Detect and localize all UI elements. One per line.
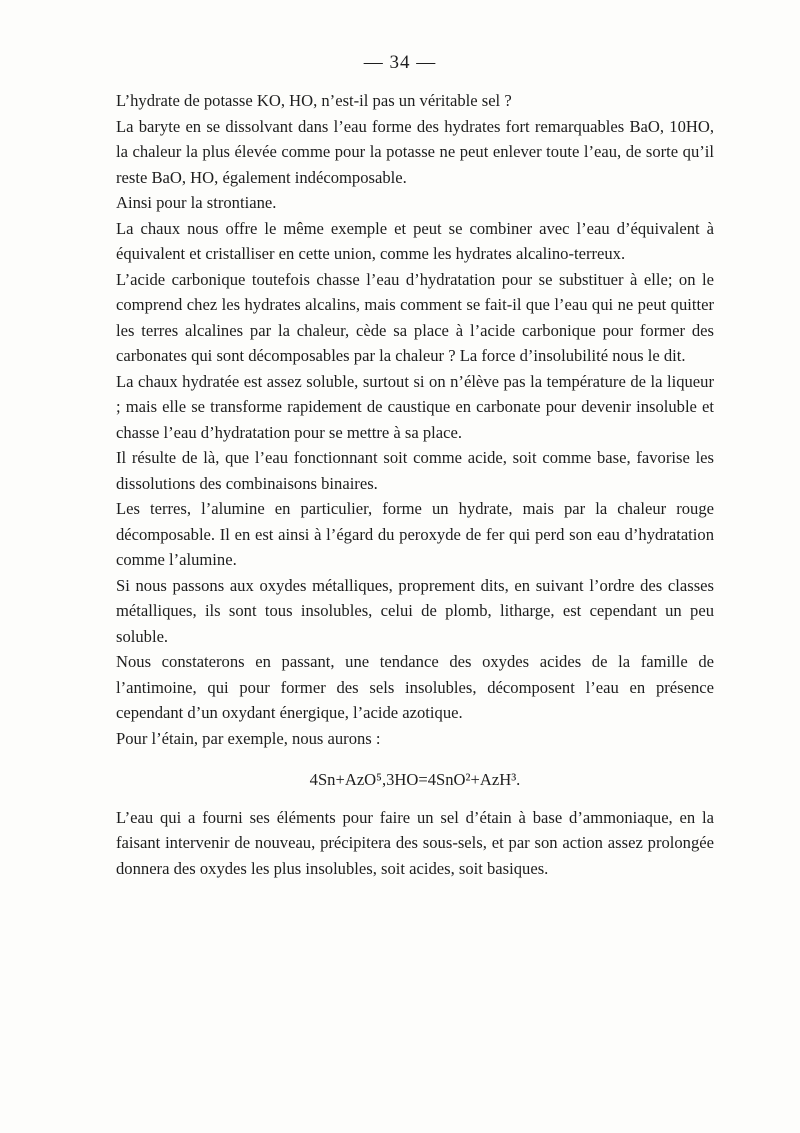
paragraph-7: Il résulte de là, que l’eau fonctionnant soit comme acide, soit comme base, favorise les dissolutions des combinaisons binaires.	[116, 448, 714, 493]
body-text	[116, 88, 714, 881]
paragraph-12: L’eau qui a fourni ses éléments pour faire un sel d’étain à base d’ammoniaque, en la faisant intervenir de nouveau, précipitera des sous-sels, et par son action assez prolongée donnera des oxydes les plus insolubles, soit acides, soit basiques.	[116, 807, 714, 878]
paragraph-6: La chaux hydratée est assez soluble, surtout si on n’élève pas la température de la liqueur ; mais elle se transforme rapidement de caustique en carbonate pour devenir insoluble et chasse l’eau d’hydratation pour se mettre à sa place.	[116, 371, 714, 442]
chemical-formula: 4Sn+AzO⁵,3HO=4SnO²+AzH³.	[309, 770, 521, 789]
paragraph-5: L’acide carbonique toutefois chasse l’eau d’hydratation pour se substituer à elle; on le comprend chez les hydrates alcalins, mais comment se fait-il que l’eau qui ne peut quitter les terres alcalines par la chaleur, cède sa place à l’acide carbonique pour former des carbonates qui sont décomposables par la chaleur ? La force d’insolubilité nous le dit.	[116, 269, 714, 365]
paragraph-1: L’hydrate de potasse KO, HO, n’est-il pas un véritable sel ?	[116, 91, 512, 110]
paragraph-10: Nous constaterons en passant, une tendance des oxydes acides de la famille de l’antimoine, qui pour former des sels insolubles, décomposent l’eau en présence cependant d’un oxydant énergique, l’acide azotique.	[116, 652, 714, 722]
paragraph-2: La baryte en se dissolvant dans l’eau forme des hydrates fort remarquables BaO, 10HO, la chaleur la plus élevée comme pour la potasse ne peut enlever toute l’eau, de sorte qu’il reste BaO, HO, également indécomposable.	[116, 116, 714, 187]
paragraph-11: Pour l’étain, par exemple, nous aurons :	[116, 728, 381, 748]
paragraph-9: Si nous passons aux oxydes métalliques, proprement dits, en suivant l’ordre des classes métalliques, ils sont tous insolubles, celui de plomb, litharge, est cependant un peu soluble.	[116, 575, 714, 646]
paragraph-8: Les terres, l’alumine en particulier, forme un hydrate, mais par la chaleur rouge décomposable. Il en est ainsi à l’égard du peroxyde de fer qui perd son eau d’hydratation comme l’alumine.	[116, 499, 714, 569]
paragraph-3: Ainsi pour la strontiane.	[116, 193, 277, 212]
paragraph-4: La chaux nous offre le même exemple et peut se combiner avec l’eau d’équivalent à équivalent et cristalliser en cette union, comme les hydrates alcalino-terreux.	[116, 218, 714, 263]
page-number: — 34 —	[363, 52, 437, 73]
